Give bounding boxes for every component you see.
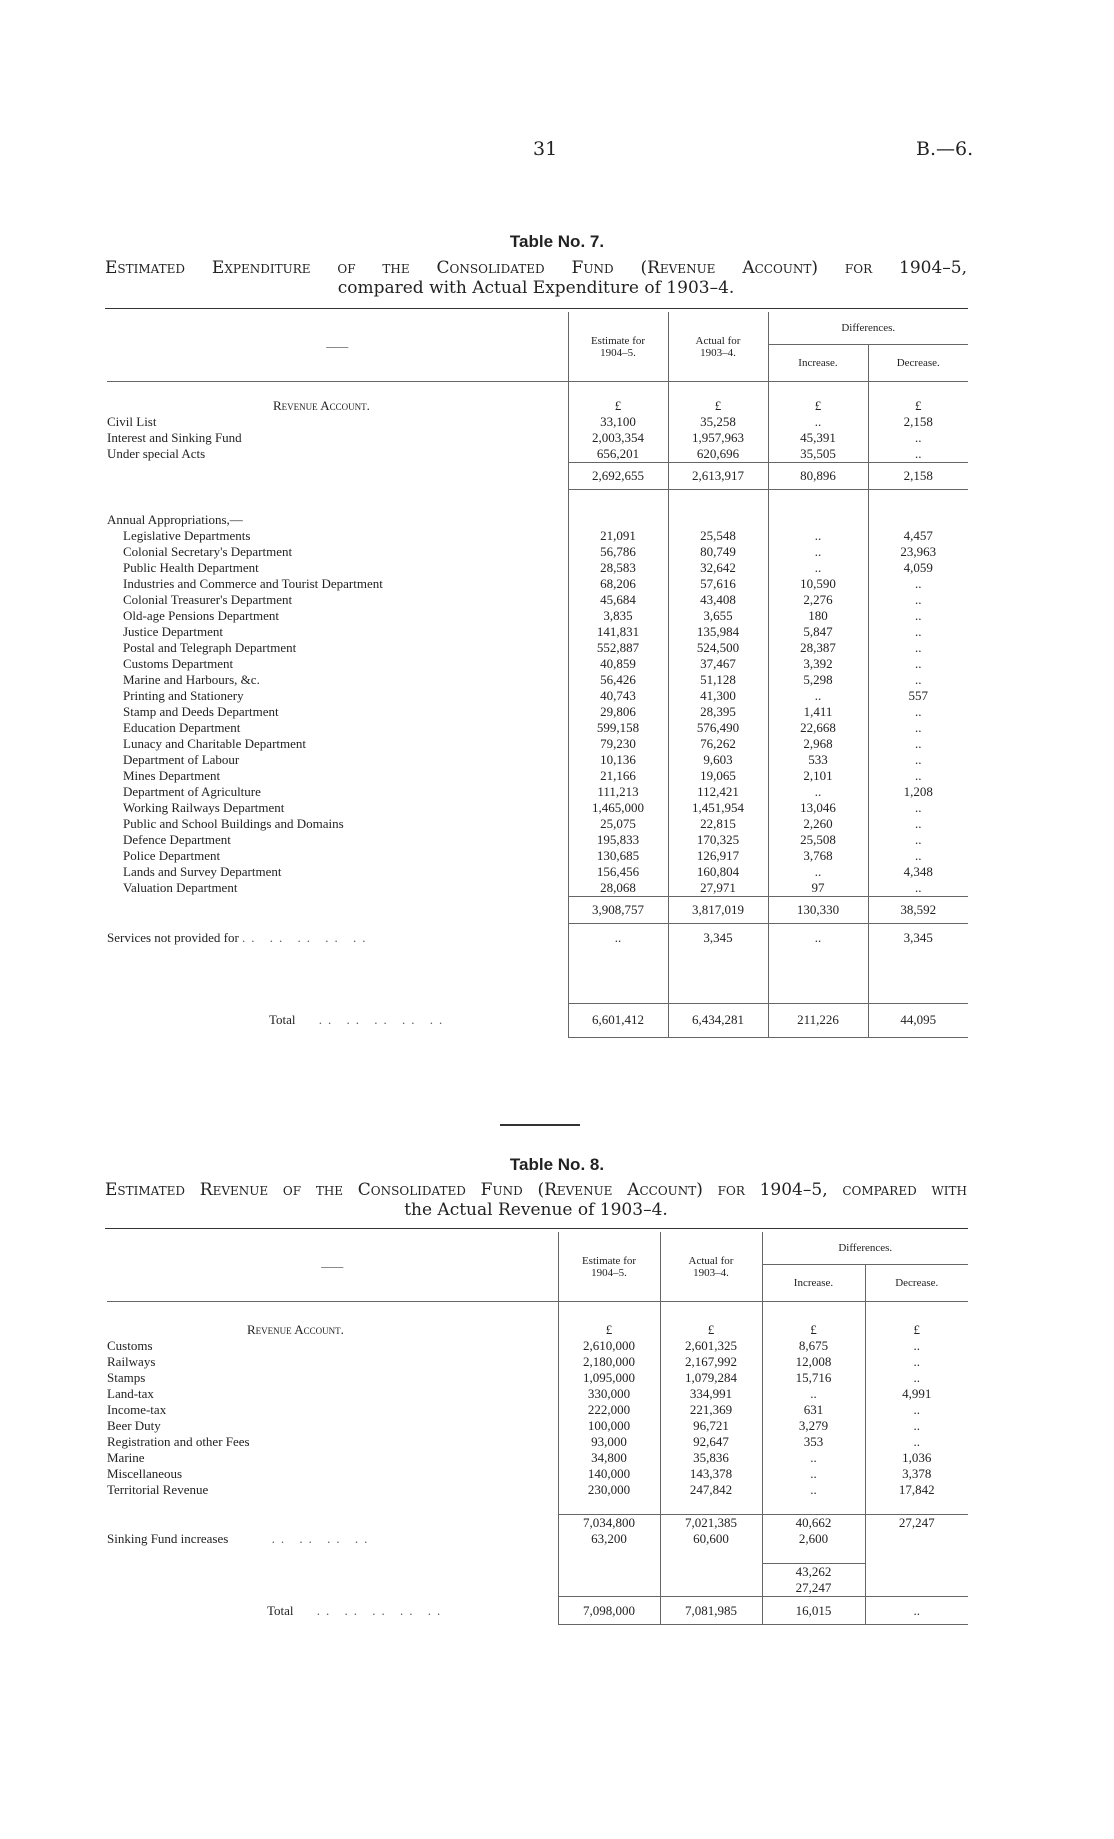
t8-subtotal-inc: 40,662 <box>762 1515 865 1532</box>
t7-section-heading: Revenue Account. <box>273 398 370 413</box>
row-act: 524,500 <box>668 640 768 656</box>
row-inc: 2,260 <box>768 816 868 832</box>
row-act: 221,369 <box>660 1402 762 1418</box>
row-dec: .. <box>868 848 968 864</box>
t8-section-heading: Revenue Account. <box>247 1322 344 1337</box>
table-row <box>107 736 968 752</box>
table7-caption-line2: compared with Actual Expenditure of 1903–4. <box>337 278 735 298</box>
table-row <box>107 768 968 784</box>
row-est: 140,000 <box>558 1466 660 1482</box>
table-row <box>107 656 968 672</box>
row-label: Lunacy and Charitable Department <box>123 735 307 751</box>
row-act: 2,601,325 <box>660 1338 762 1354</box>
t8-pound: £ <box>762 1322 865 1338</box>
row-act: 92,647 <box>660 1434 762 1450</box>
row-dec: 4,059 <box>868 560 968 576</box>
row-act: 1,079,284 <box>660 1370 762 1386</box>
row-label: Stamp and Deeds Department <box>123 703 279 719</box>
table-row <box>107 1466 968 1482</box>
row-act: 19,065 <box>668 768 768 784</box>
row-est: 29,806 <box>568 704 668 720</box>
row-dec: 4,457 <box>868 528 968 544</box>
t7-pound: £ <box>868 398 968 414</box>
row-inc: 8,675 <box>762 1338 865 1354</box>
row-inc: 3,392 <box>768 656 868 672</box>
row-label: Marine <box>107 1450 145 1465</box>
t7-app-total-act: 3,817,019 <box>668 896 768 923</box>
row-act: 51,128 <box>668 672 768 688</box>
row-inc: .. <box>762 1482 865 1498</box>
table-row <box>107 592 968 608</box>
t7-col-differences: Differences. <box>768 312 968 345</box>
t8-sinking-act: 60,600 <box>660 1531 762 1547</box>
t8-col-estimate: Estimate for 1904–5. <box>558 1232 660 1302</box>
t7-col-decrease: Decrease. <box>868 345 968 382</box>
row-label: Marine and Harbours, &c. <box>123 671 260 687</box>
row-act: 41,300 <box>668 688 768 704</box>
row-est: 195,833 <box>568 832 668 848</box>
row-label: Mines Department <box>123 767 221 783</box>
t8-col-differences: Differences. <box>762 1232 968 1265</box>
t8-subtotal-est: 7,034,800 <box>558 1515 660 1532</box>
table-row <box>107 720 968 736</box>
row-label: Education Department <box>123 719 241 735</box>
row-inc: .. <box>768 544 868 560</box>
row-inc: .. <box>768 784 868 800</box>
table-row <box>107 688 968 704</box>
row-act: 112,421 <box>668 784 768 800</box>
row-label: Customs Department <box>123 655 234 671</box>
row-inc: .. <box>768 414 868 430</box>
row-dec: 4,348 <box>868 864 968 880</box>
row-act: 25,548 <box>668 528 768 544</box>
t7-total-inc: 211,226 <box>768 1003 868 1037</box>
row-label: Public Health Department <box>123 559 259 575</box>
row-dec: .. <box>868 430 968 446</box>
row-est: 28,068 <box>568 880 668 897</box>
row-label: Under special Acts <box>107 446 206 462</box>
table-row <box>107 1418 968 1434</box>
row-act: 96,721 <box>660 1418 762 1434</box>
t8-subtotal-dec: 27,247 <box>865 1515 968 1532</box>
table-row <box>107 704 968 720</box>
row-dec: .. <box>868 800 968 816</box>
t8-col-increase: Increase. <box>762 1265 865 1302</box>
t7-pound: £ <box>568 398 668 414</box>
row-est: 111,213 <box>568 784 668 800</box>
row-est: 56,786 <box>568 544 668 560</box>
table-row <box>107 1354 968 1370</box>
row-est: 79,230 <box>568 736 668 752</box>
row-est: 330,000 <box>558 1386 660 1402</box>
t7-total-label: Total <box>269 1012 296 1027</box>
t8-pound: £ <box>558 1322 660 1338</box>
row-act: 247,842 <box>660 1482 762 1498</box>
row-inc: 3,768 <box>768 848 868 864</box>
row-est: 21,166 <box>568 768 668 784</box>
t7-col-actual: Actual for 1903–4. <box>668 312 768 382</box>
t7-rev-total-inc: 80,896 <box>768 463 868 490</box>
table-row <box>107 1450 968 1466</box>
table-row <box>107 672 968 688</box>
row-dec: .. <box>865 1402 968 1418</box>
t7-head-dash: —— <box>107 312 568 382</box>
table8-top-rule <box>105 1228 968 1229</box>
t8-total-inc: 16,015 <box>762 1597 865 1625</box>
table-row <box>107 528 968 544</box>
t7-rev-total-est: 2,692,655 <box>568 463 668 490</box>
row-label: Old-age Pensions Department <box>123 607 279 623</box>
row-est: 10,136 <box>568 752 668 768</box>
row-dec: 1,036 <box>865 1450 968 1466</box>
row-inc: .. <box>768 864 868 880</box>
row-label: Legislative Departments <box>123 527 251 543</box>
row-dec: 23,963 <box>868 544 968 560</box>
row-inc: 15,716 <box>762 1370 865 1386</box>
table-row <box>107 624 968 640</box>
table-row <box>107 640 968 656</box>
table-row <box>107 1434 968 1450</box>
row-inc: 97 <box>768 880 868 897</box>
table7-top-rule <box>105 308 968 309</box>
row-label: Public and School Buildings and Domains <box>123 815 344 831</box>
row-est: 21,091 <box>568 528 668 544</box>
row-inc: 533 <box>768 752 868 768</box>
row-act: 27,971 <box>668 880 768 897</box>
row-dec: .. <box>865 1434 968 1450</box>
row-act: 3,655 <box>668 608 768 624</box>
row-act: 1,957,963 <box>668 430 768 446</box>
row-est: 230,000 <box>558 1482 660 1498</box>
row-inc: .. <box>768 560 868 576</box>
row-label: Department of Labour <box>123 751 240 767</box>
row-label: Lands and Survey Department <box>123 863 282 879</box>
row-est: 222,000 <box>558 1402 660 1418</box>
row-est: 40,859 <box>568 656 668 672</box>
row-act: 43,408 <box>668 592 768 608</box>
page-reference: B.—6. <box>916 138 974 160</box>
row-dec: 17,842 <box>865 1482 968 1498</box>
t8-pound: £ <box>660 1322 762 1338</box>
t8-sinking-label: Sinking Fund increases <box>107 1531 229 1546</box>
row-dec: .. <box>865 1338 968 1354</box>
row-dec: 3,378 <box>865 1466 968 1482</box>
table-row <box>107 1402 968 1418</box>
row-label: Colonial Treasurer's Department <box>123 591 293 607</box>
row-label: Customs <box>107 1338 153 1353</box>
t8-col-actual: Actual for 1903–4. <box>660 1232 762 1302</box>
row-est: 599,158 <box>568 720 668 736</box>
table-row <box>107 784 968 800</box>
row-est: 552,887 <box>568 640 668 656</box>
row-dec: .. <box>868 576 968 592</box>
row-dec: .. <box>868 720 968 736</box>
row-inc: 5,298 <box>768 672 868 688</box>
row-dec: .. <box>865 1370 968 1386</box>
row-label: Colonial Secretary's Department <box>123 543 293 559</box>
t7-services-act: 3,345 <box>668 923 768 953</box>
separator-rule <box>500 1124 580 1126</box>
t7-services-dec: 3,345 <box>868 923 968 953</box>
row-est: 40,743 <box>568 688 668 704</box>
t8-inc-sum: 43,262 <box>762 1564 865 1581</box>
t8-total-est: 7,098,000 <box>558 1597 660 1625</box>
table-row <box>107 1338 968 1354</box>
row-inc: 10,590 <box>768 576 868 592</box>
t7-app-total-inc: 130,330 <box>768 896 868 923</box>
row-est: 3,835 <box>568 608 668 624</box>
row-inc: 12,008 <box>762 1354 865 1370</box>
table-row <box>107 800 968 816</box>
row-est: 141,831 <box>568 624 668 640</box>
row-est: 33,100 <box>568 414 668 430</box>
table-row <box>107 544 968 560</box>
table7-caption-line1: Estimated Expenditure of the Consolidated Fund (Revenue Account) for 1904–5, <box>105 258 967 278</box>
table7-title: Table No. 7. <box>509 232 605 251</box>
t8-total-dec: .. <box>865 1597 968 1625</box>
table8-title: Table No. 8. <box>509 1155 605 1174</box>
row-est: 2,003,354 <box>568 430 668 446</box>
t7-total-act: 6,434,281 <box>668 1003 768 1037</box>
row-label: Valuation Department <box>123 879 238 895</box>
row-inc: 631 <box>762 1402 865 1418</box>
table8-caption-line2: the Actual Revenue of 1903–4. <box>404 1200 668 1220</box>
table8-caption-line1: Estimated Revenue of the Consolidated Fund (Revenue Account) for 1904–5, compared with <box>105 1180 967 1200</box>
row-act: 22,815 <box>668 816 768 832</box>
row-label: Land-tax <box>107 1386 154 1401</box>
row-dec: 2,158 <box>868 414 968 430</box>
row-est: 156,456 <box>568 864 668 880</box>
t7-revenue-rows <box>107 414 968 463</box>
row-act: 1,451,954 <box>668 800 768 816</box>
row-label: Railways <box>107 1354 156 1369</box>
row-label: Income-tax <box>107 1402 167 1417</box>
row-dec: .. <box>868 752 968 768</box>
row-act: 576,490 <box>668 720 768 736</box>
row-label: Civil List <box>107 414 157 429</box>
t7-rev-total-act: 2,613,917 <box>668 463 768 490</box>
row-dec: .. <box>868 592 968 608</box>
table-row <box>107 430 968 446</box>
row-inc: .. <box>762 1450 865 1466</box>
row-label: Defence Department <box>123 831 231 847</box>
t8-revenue-rows <box>107 1338 968 1498</box>
row-act: 28,395 <box>668 704 768 720</box>
row-act: 170,325 <box>668 832 768 848</box>
t7-appropriation-rows <box>107 528 968 897</box>
row-act: 37,467 <box>668 656 768 672</box>
row-est: 1,465,000 <box>568 800 668 816</box>
row-dec: .. <box>868 672 968 688</box>
row-dec: .. <box>868 832 968 848</box>
row-act: 9,603 <box>668 752 768 768</box>
table-row <box>107 414 968 430</box>
row-inc: 35,505 <box>768 446 868 463</box>
row-dec: 557 <box>868 688 968 704</box>
row-dec: .. <box>868 736 968 752</box>
row-act: 35,836 <box>660 1450 762 1466</box>
table-row <box>107 752 968 768</box>
row-est: 2,180,000 <box>558 1354 660 1370</box>
table-row <box>107 608 968 624</box>
row-label: Justice Department <box>123 623 223 639</box>
table8: —— Estimate for 1904–5. Actual for 1903–4. Differences. Increase. Decrease. Revenue Account. £ £ £ £ Customs 2,610,000 2,601,325 8,675 .. Railways 2,180,000 2,167,992 12,008 .. Stamps 1,095,000 1,079,284 15,716 .. Land-tax 330,000 334,991 .. 4,991 Income-tax 222,000 221,369 631 .. Beer Duty 100,000 96,721 3,279 .. Registration and other Fees 93,000 92,647 353 .. Marine 34,800 35,836 .. 1,036 Miscellaneous 140,000 143,378 .. 3,378 Territorial Revenue 230,000 247,842 .. 17,842 7,034,800 7,021,385 40,662 27,247 Sinking Fund increases .. .. .. .. 63,200 60,600 2,600 43,262 27,247 Total .. .. .. .. .. 7,098,000 7,081,985 16,015 .. <box>107 1232 968 1625</box>
table-row <box>107 832 968 848</box>
t7-total-est: 6,601,412 <box>568 1003 668 1037</box>
t7-col-increase: Increase. <box>768 345 868 382</box>
row-inc: 13,046 <box>768 800 868 816</box>
row-dec: .. <box>868 608 968 624</box>
row-est: 68,206 <box>568 576 668 592</box>
row-label: Postal and Telegraph Department <box>123 639 297 655</box>
t7-services-est: .. <box>568 923 668 953</box>
t7-col-estimate: Estimate for 1904–5. <box>568 312 668 382</box>
row-inc: 45,391 <box>768 430 868 446</box>
t8-pound: £ <box>865 1322 968 1338</box>
row-inc: .. <box>762 1466 865 1482</box>
table-row <box>107 880 968 897</box>
row-dec: .. <box>868 816 968 832</box>
row-est: 93,000 <box>558 1434 660 1450</box>
row-act: 57,616 <box>668 576 768 592</box>
row-inc: 5,847 <box>768 624 868 640</box>
row-act: 126,917 <box>668 848 768 864</box>
row-act: 160,804 <box>668 864 768 880</box>
row-dec: .. <box>868 768 968 784</box>
row-label: Industries and Commerce and Tourist Department <box>123 575 383 591</box>
row-inc: 25,508 <box>768 832 868 848</box>
row-act: 32,642 <box>668 560 768 576</box>
t7-services-label: Services not provided for <box>107 930 239 945</box>
row-act: 143,378 <box>660 1466 762 1482</box>
table-row <box>107 848 968 864</box>
table-row <box>107 446 968 463</box>
row-est: 25,075 <box>568 816 668 832</box>
t7-services-inc: .. <box>768 923 868 953</box>
row-label: Working Railways Department <box>123 799 285 815</box>
t8-total-act: 7,081,985 <box>660 1597 762 1625</box>
row-est: 45,684 <box>568 592 668 608</box>
row-inc: .. <box>768 528 868 544</box>
row-label: Police Department <box>123 847 221 863</box>
row-inc: 1,411 <box>768 704 868 720</box>
row-act: 76,262 <box>668 736 768 752</box>
row-est: 34,800 <box>558 1450 660 1466</box>
table-row <box>107 560 968 576</box>
t7-pound: £ <box>768 398 868 414</box>
row-est: 56,426 <box>568 672 668 688</box>
t8-head-dash: —— <box>107 1232 558 1302</box>
table-row <box>107 816 968 832</box>
row-inc: .. <box>762 1386 865 1402</box>
row-inc: 2,276 <box>768 592 868 608</box>
row-inc: 3,279 <box>762 1418 865 1434</box>
row-act: 135,984 <box>668 624 768 640</box>
row-inc: 180 <box>768 608 868 624</box>
row-label: Miscellaneous <box>107 1466 183 1481</box>
t7-app-total-dec: 38,592 <box>868 896 968 923</box>
t7-pound: £ <box>668 398 768 414</box>
t7-appropriations-heading: Annual Appropriations,— <box>107 511 243 527</box>
row-dec: .. <box>868 880 968 897</box>
row-dec: .. <box>868 656 968 672</box>
row-label: Beer Duty <box>107 1418 161 1433</box>
row-inc: 22,668 <box>768 720 868 736</box>
t8-sinking-est: 63,200 <box>558 1531 660 1547</box>
row-inc: 28,387 <box>768 640 868 656</box>
row-est: 656,201 <box>568 446 668 463</box>
row-act: 620,696 <box>668 446 768 463</box>
row-est: 28,583 <box>568 560 668 576</box>
row-inc: 2,101 <box>768 768 868 784</box>
row-label: Territorial Revenue <box>107 1482 209 1497</box>
row-inc: 353 <box>762 1434 865 1450</box>
t8-total-label: Total <box>267 1602 294 1618</box>
row-label: Stamps <box>107 1370 146 1385</box>
row-dec: .. <box>865 1354 968 1370</box>
table-row <box>107 1370 968 1386</box>
row-dec: .. <box>868 704 968 720</box>
table-row <box>107 1386 968 1402</box>
row-label: Department of Agriculture <box>123 783 261 799</box>
t8-col-decrease: Decrease. <box>865 1265 968 1302</box>
table-row <box>107 1482 968 1498</box>
t8-subtotal-act: 7,021,385 <box>660 1515 762 1532</box>
row-act: 35,258 <box>668 414 768 430</box>
row-est: 2,610,000 <box>558 1338 660 1354</box>
row-act: 2,167,992 <box>660 1354 762 1370</box>
table-row <box>107 864 968 880</box>
t7-app-total-est: 3,908,757 <box>568 896 668 923</box>
t8-inc-less: 27,247 <box>762 1580 865 1597</box>
row-est: 130,685 <box>568 848 668 864</box>
row-dec: .. <box>865 1418 968 1434</box>
row-dec: .. <box>868 624 968 640</box>
row-inc: .. <box>768 688 868 704</box>
t7-rev-total-dec: 2,158 <box>868 463 968 490</box>
row-dec: .. <box>868 640 968 656</box>
row-act: 334,991 <box>660 1386 762 1402</box>
page-number: 31 <box>533 138 558 160</box>
row-dec: 4,991 <box>865 1386 968 1402</box>
row-label: Interest and Sinking Fund <box>107 430 242 445</box>
row-label: Printing and Stationery <box>123 687 244 703</box>
table-row <box>107 576 968 592</box>
t7-total-dec: 44,095 <box>868 1003 968 1037</box>
t8-sinking-inc: 2,600 <box>762 1531 865 1547</box>
row-act: 80,749 <box>668 544 768 560</box>
row-dec: .. <box>868 446 968 463</box>
row-inc: 2,968 <box>768 736 868 752</box>
row-dec: 1,208 <box>868 784 968 800</box>
row-est: 100,000 <box>558 1418 660 1434</box>
row-label: Registration and other Fees <box>107 1434 250 1449</box>
row-est: 1,095,000 <box>558 1370 660 1386</box>
table7: —— Estimate for 1904–5. Actual for 1903–4. Differences. Increase. Decrease. Revenue Account. £ £ £ £ Civil List 33,100 35,258 .. 2,158 Interest and Sinking Fund 2,003,354 1,957,963 45,391 .. Under special Acts 656,201 620,696 35,505 .. 2,692,655 2,613,917 80,896 2,158 Annual Appropriations,— Legislative Departments 21,091 25,548 .. 4,457 Colonial Secretary's Department 56,786 80,749 .. 23,963 Public Health Department 28,583 32,642 .. 4,059 Industries and Commerce and Tourist Department 68,206 57,616 10,590 .. Colonial Treasurer's Department 45,684 43,408 2,276 .. Old-age Pensions Department 3,835 3,655 180 .. Justice Department 141,831 135,984 5,847 .. Postal and Telegraph Department 552,887 524,500 28,387 .. Customs Department 40,859 37,467 3,392 .. Marine and Harbours, &c. 56,426 51,128 5,298 .. Printing and Stationery 40,743 41,300 .. 557 Stamp and Deeds Department 29,806 28,395 1,411 .. Education Department 599,158 576,490 22,668 .. Lunacy and Charitable Department 79,230 76,262 2,968 .. Department of Labour 10,136 9,603 533 .. Mines Department 21,166 19,065 2,101 .. Department of Agriculture 111,213 112,421 .. 1,208 Working Railways Department 1,465,000 1,451,954 13,046 .. Public and School Buildings and Domains 25,075 22,815 2,260 .. Defence Department 195,833 170,325 25,508 .. Police Department 130,685 126,917 3,768 .. Lands and Survey Department 156,456 160,804 .. 4,348 Valuation Department 28,068 27,971 97 .. 3,908,757 3,817,019 130,330 38,592 Services not provided for .. .. .. .. .. .. 3,345 .. 3,345 Total .. .. .. .. .. 6,601,412 6,434,281 211,226 44,095 <box>107 312 968 1038</box>
